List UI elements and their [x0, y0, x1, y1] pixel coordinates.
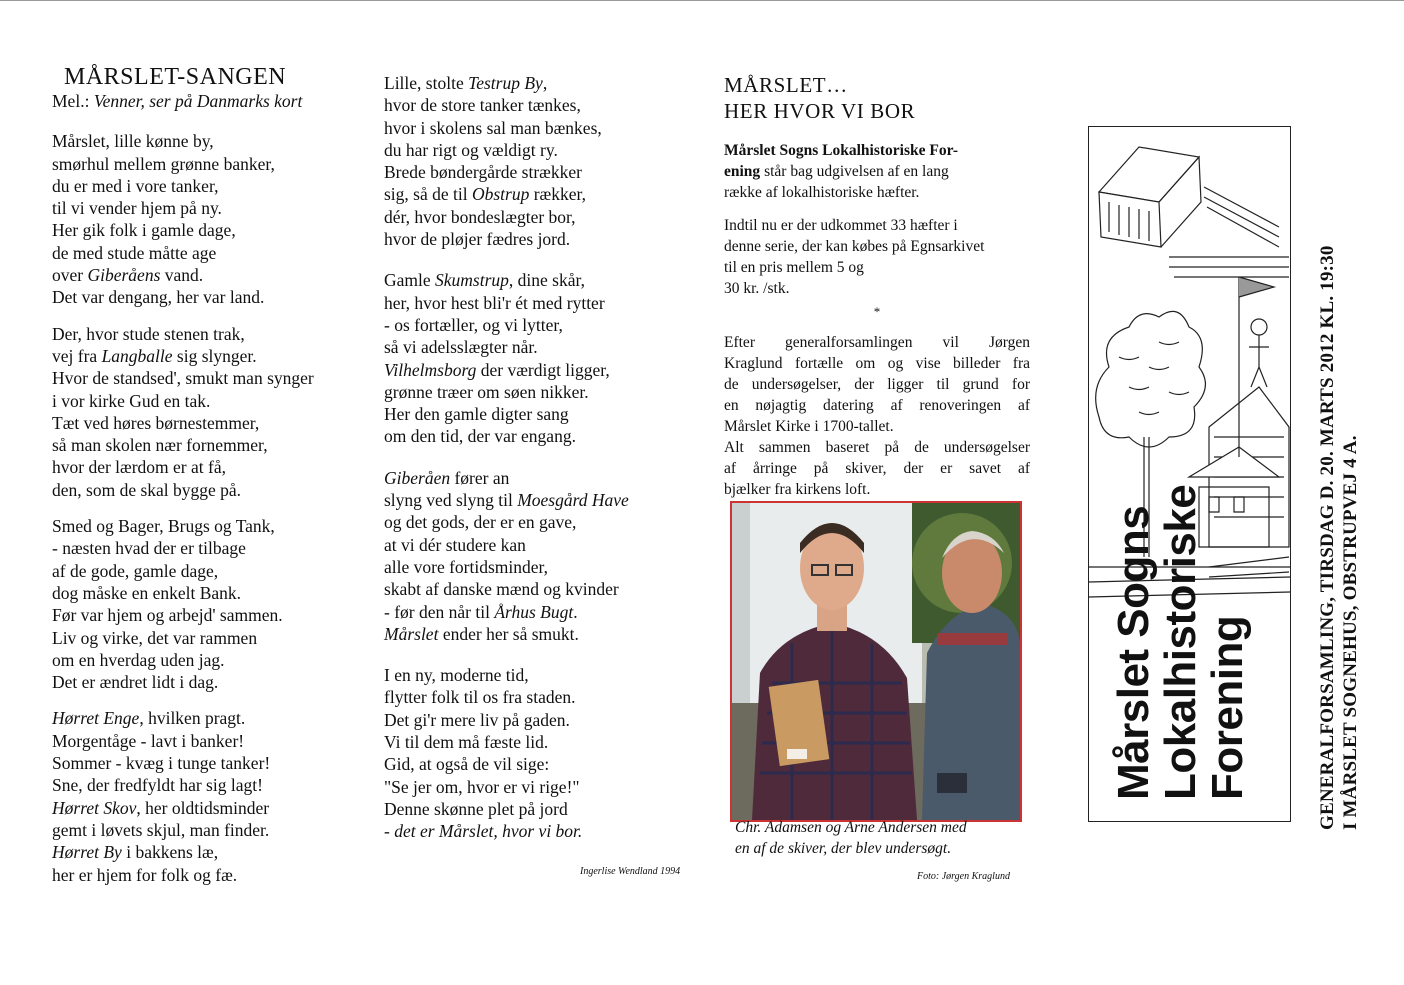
stanza-5: Lille, stolte Testrup By, hvor de store tanker tænkes, hvor i skolens sal man bænkes, du har rigt og vældigt ry. Brede bøndergårde strækker sig, så de til Obstrup rækker, dér, hvor bondeslægter bor, hvor de pløjer fædres jord. [384, 73, 602, 250]
song-column-1 [52, 62, 372, 886]
info-column [724, 72, 1030, 500]
association-logo-text: Mårslet Sogns Lokalhistoriske Forening [1109, 484, 1252, 800]
page-top-edge [0, 0, 1404, 1]
stanza-8: I en ny, moderne tid, flytter folk til os fra staden. Det gi'r mere liv på gaden. Vi til dem må fæste lid. Gid, at også de vil sige: "Se jer om, hvor er vi rige!" Denne skønne plet på jord - det er Mårslet, hvor vi bor. [384, 665, 583, 842]
photo-two-men-with-wood-slice [730, 501, 1022, 822]
info-heading-2: HER HVOR VI BOR [724, 99, 916, 123]
stanza-1: Mårslet, lille kønne by, smørhul mellem grønne banker, du er med i vore tanker, til vi vender hjem på ny. Her gik folk i gamle dage, de med stude måtte age over Giberåens vand. Det var dengang, her var land. [52, 131, 275, 308]
stanza-2: Der, hvor stude stenen trak, vej fra Langballe sig slynger. Hvor de standsed', smukt man synger i vor kirke Gud en tak. Tæt ved høres børnestemmer, så man skolen nær fornemmer, hvor der lærdom er at få, den, som de skal bygge på. [52, 323, 314, 500]
stanza-3: Smed og Bager, Brugs og Tank, - næsten hvad der er tilbage af de gode, gamle dage, dog måske en enkelt Bank. Før var hjem og arbejd' sammen. Liv og virke, det var rammen om en hverdag uden jag. Det er ændret lidt i dag. [52, 516, 283, 693]
general-meeting-notice: GENERALFORSAMLING, TIRSDAG D. 20. MARTS 2012 KL. 19:30 I MÅRSLET SOGNEHUS, OBSTRUPVEJ 4 A. [1317, 245, 1361, 830]
photo-illustration [732, 503, 1020, 820]
info-heading-1: MÅRSLET… [724, 73, 848, 97]
stanza-7: Giberåen fører an slyng ved slyng til Moesgård Have og det gods, der er en gave, at vi dér studere kan alle vore fortidsminder, skabt af danske mænd og kvinder - før den når til Århus Bugt. Mårslet ender her så smukt. [384, 467, 629, 644]
song-column-2 [384, 72, 684, 843]
separator-star: * [873, 304, 881, 319]
melody-line: Mel.: Venner, ser på Danmarks kort [52, 91, 303, 111]
info-paragraph-3: Efter generalforsamlingen vil Jørgen Kraglund fortælle om og vise billeder fra de undersøgelser, der ligger til grund for en nøjagtig datering af renoveringen af Mårslet Kirke i 1700-tallet. Alt sammen baseret på de undersøgelser af årringe på skiver, der er savet af bjælker fra kirkens loft. [724, 334, 1030, 498]
info-paragraph-2: Indtil nu er der udkommet 33 hæfter i denne serie, der kan købes på Egnsarkivet til en pris mellem 5 og 30 kr. /stk. [724, 217, 985, 297]
stanza-4: Hørret Enge, hvilken pragt. Morgentåge - lavt i banker! Sommer - kvæg i tunge tanker! Sne, der fredfyldt har sig lagt! Hørret Skov, her oldtidsminder gemt i løvets skjul, man finder. Hørret By i bakkens læ, her er hjem for folk og fæ. [52, 708, 271, 885]
stanza-6: Gamle Skumstrup, dine skår, her, hvor hest bli'r ét med rytter - os fortæller, og vi lytter, så vi adelsslægter når. Vilhelmsborg der værdigt ligger, grønne træer om søen nikker. Her den gamle digter sang om den tid, der var engang. [384, 270, 610, 447]
info-paragraph-1: Mårslet Sogns Lokalhistoriske For- ening står bag udgivelsen af en lang række af lokalhistoriske hæfter. [724, 142, 959, 201]
song-title: MÅRSLET-SANGEN [64, 64, 287, 90]
photo-caption: Chr. Adamsen og Arne Andersen med en af de skiver, der blev undersøgt. [735, 819, 967, 857]
photo-credit: Foto: Jørgen Kraglund [917, 871, 1010, 882]
song-author: Ingerlise Wendland 1994 [580, 866, 681, 877]
